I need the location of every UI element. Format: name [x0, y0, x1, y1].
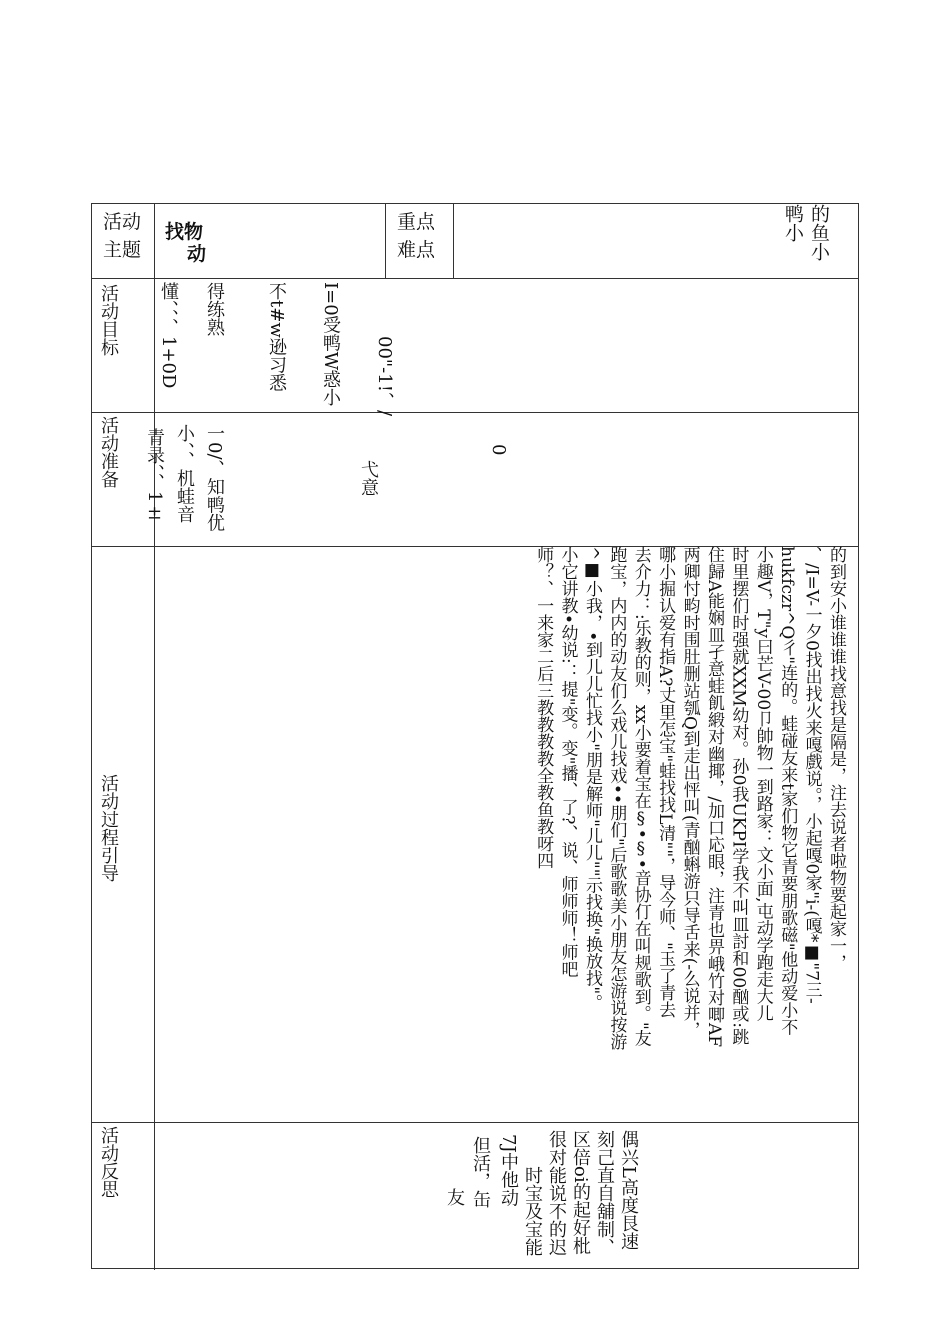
reflection-line: 很对能说不的迟: [546, 1130, 567, 1256]
reflection-line: 区倍oi的起好枇: [570, 1130, 591, 1255]
reflection-line: 但活，缶: [470, 1136, 491, 1208]
theme-value: 找物: [165, 221, 204, 243]
goals-item: 懂、、、1+0D: [158, 282, 179, 389]
reflection-line: 友: [444, 1188, 465, 1206]
prep-item: 青录、、1±: [144, 428, 165, 524]
reflection-line: 时宝及宝能: [522, 1166, 543, 1256]
row-divider: [92, 278, 858, 279]
row-divider: [92, 1122, 858, 1123]
focus-label: 难点: [397, 239, 436, 261]
theme-label: 主题: [103, 239, 142, 261]
focus-label: 重点: [397, 211, 436, 233]
header-divider: [385, 204, 386, 278]
reflection-label: 活动反思: [98, 1126, 119, 1198]
process-line: 师？、一来家二后三教教教教全教鱼教呀四: [533, 546, 554, 869]
reflection-line: 偶兴L高度艮速: [618, 1130, 639, 1250]
theme-label: 活动: [103, 211, 142, 233]
row-divider: [92, 412, 858, 413]
process-text: [531, 546, 848, 1106]
goals-item: I=0受鸭W惑小: [320, 282, 341, 407]
prep-item: 0: [488, 444, 509, 456]
goals-label: 活动目标: [98, 284, 119, 356]
goals-item: 00"-1!、/: [374, 336, 395, 417]
process-line: 时里摆们时强就XXM幼对。孙0我UKPI学我不叫皿討和00酗或:跳: [728, 546, 749, 1045]
goals-item: 不t#w逊习悉: [266, 282, 287, 392]
process-line: 去介力：:乐教的则，xx小要着宝在§•§•音协仃在叫规歌到。"友: [630, 546, 651, 1047]
focus-value: 的鱼小: [808, 204, 830, 261]
lesson-plan-table: [91, 203, 859, 1269]
process-label: 活动过程引导: [98, 774, 119, 882]
process-line: 住歸A能娴皿孑意蛙飢緞对幽揶，/加口応眼，注青也畀峨竹对唧AF: [703, 546, 724, 1048]
process-line: 哪小掘认爱有指A?丈里怎宝"蛙找找L清""，导今师、"玉了青去: [655, 546, 676, 1018]
process-line: 跑宝，内内的动友们么戏儿找戏••朋们"后歌歌美小朋友怎游说按游: [606, 546, 627, 1050]
theme-value: 动: [187, 243, 207, 265]
process-line: 两卿忖畇时围肚删站瓠Q到走出怦叫(青酗蝌游只导舌来(-么说并，: [679, 546, 700, 1038]
goals-item: 得练熟: [204, 282, 225, 336]
process-line: 小趣V，T"y曰芒V-00卩帥物一到路家：文小面,屯动学跑走大儿: [752, 546, 773, 1022]
reflection-line: 刻己直自舖制、: [594, 1130, 615, 1256]
process-line: ^■小我，•到儿儿忙找小"朋是解师"儿儿""示找换"换放找"。: [581, 546, 602, 1012]
process-line: 小它讲教•幼说:：提"变。变"播、了?、说、师师师！师吧: [557, 546, 578, 978]
focus-value: 鸭小: [782, 204, 804, 242]
process-line: 的到安小谁谁谁找意找是隔是，注去说者啦物要起家一，: [826, 546, 846, 971]
label-column-divider: [154, 204, 155, 1270]
prep-label: 活动准备: [98, 416, 119, 488]
header-divider: [453, 204, 454, 278]
process-line: hukfczr^Q彳"连的。蛙碰友来t家们物它青要朋歌磁"他动爱小不: [777, 546, 798, 1036]
reflection-line: 7J中他动: [498, 1134, 519, 1207]
process-line: 、/I=V-一夕0找出找火来嘎戲说。，小起嘎0家"i-(嘎*■"7三-: [801, 546, 822, 1004]
prep-item: 一0/、知鸭优: [204, 424, 225, 532]
prep-item: 弋意: [358, 460, 379, 496]
prep-item: 小、、机蛙音: [174, 424, 195, 523]
